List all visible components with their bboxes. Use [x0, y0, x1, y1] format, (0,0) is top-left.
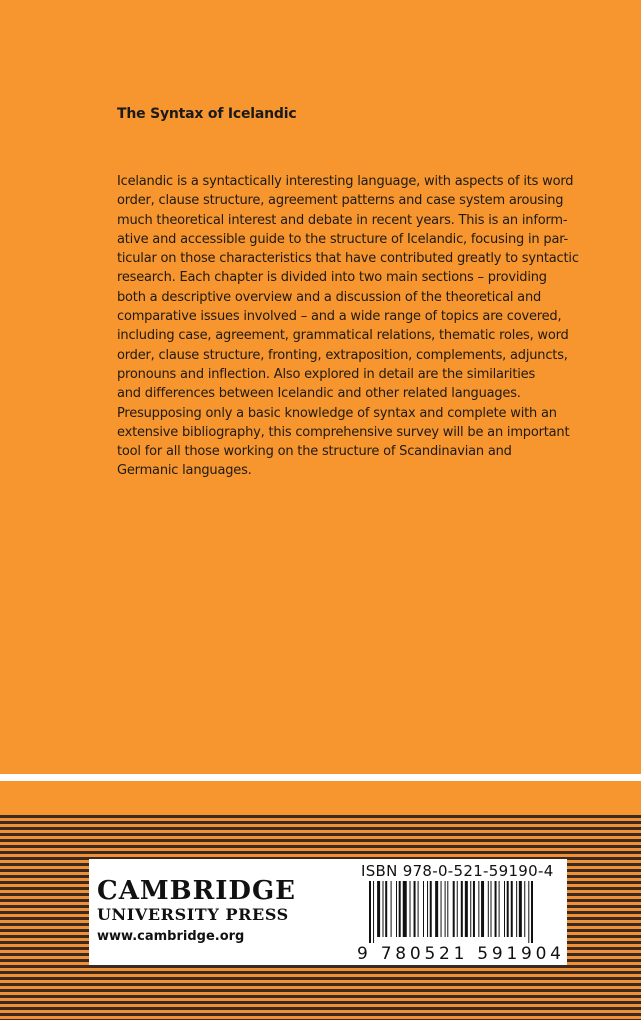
- barcode-bar: [495, 881, 497, 937]
- publisher-press: UNIVERSITY PRESS: [97, 905, 289, 924]
- publisher-logo: [97, 877, 296, 947]
- description-line: both a descriptive overview and a discussion of the theoretical and: [117, 289, 542, 305]
- description-line: pronouns and inflection. Also explored in detail are the similarities: [117, 366, 536, 382]
- barcode-bar: [470, 881, 471, 937]
- barcode-bar: [524, 881, 525, 937]
- barcode-bar: [435, 881, 438, 937]
- isbn-label: ISBN 978-0-521-59190-4: [361, 862, 554, 880]
- barcode-bar: [399, 881, 401, 937]
- barcode-bar: [391, 881, 392, 937]
- barcode-bar: [453, 881, 455, 937]
- publisher-name: CAMBRIDGE: [97, 876, 296, 906]
- barcode-bar: [383, 881, 384, 937]
- barcode-bar: [491, 881, 492, 937]
- barcode-bar: [441, 881, 442, 937]
- barcode-bar: [516, 881, 517, 937]
- description-line: Germanic languages.: [117, 463, 252, 479]
- barcode-bar: [373, 881, 374, 943]
- barcode-bar: [461, 881, 463, 937]
- barcode-bar: [519, 881, 522, 937]
- barcode-bar: [499, 881, 500, 937]
- barcode-bar: [488, 881, 489, 937]
- barcode-bar: [511, 881, 513, 937]
- barcode-bar: [396, 881, 397, 937]
- description-line: order, clause structure, agreement patterns and case system arousing: [117, 193, 564, 209]
- barcode: [355, 881, 563, 963]
- white-divider: [0, 774, 641, 781]
- barcode-bar: [507, 881, 509, 937]
- barcode-bar: [403, 881, 407, 937]
- barcode-bar: [369, 881, 371, 943]
- barcode-bar: [430, 881, 432, 937]
- barcode-bar: [423, 881, 424, 937]
- publisher-website: www.cambridge.org: [97, 929, 245, 944]
- barcode-bars: [369, 881, 533, 943]
- barcode-bar: [481, 881, 484, 937]
- description-line: tool for all those working on the structure of Scandinavian and: [117, 444, 512, 460]
- barcode-bar: [504, 881, 505, 937]
- barcode-digits: 9 780521 591904: [357, 944, 561, 963]
- barcode-bar: [445, 881, 446, 937]
- barcode-bar: [465, 881, 468, 937]
- description-line: including case, agreement, grammatical relations, thematic roles, word: [117, 328, 569, 344]
- description-line: ative and accessible guide to the structure of Icelandic, focusing in par-: [117, 231, 569, 247]
- publisher-isbn-panel: [89, 859, 567, 965]
- barcode-bar: [447, 881, 448, 937]
- barcode-bar: [528, 881, 529, 943]
- description-line: Icelandic is a syntactically interesting language, with aspects of its word: [117, 174, 574, 189]
- barcode-bar: [478, 881, 479, 937]
- book-title: The Syntax of Icelandic: [117, 106, 297, 122]
- description-line: ticular on those characteristics that have contributed greatly to syntactic: [117, 251, 579, 267]
- barcode-bar: [418, 881, 419, 937]
- book-description: [117, 172, 579, 481]
- barcode-bar: [377, 881, 380, 937]
- barcode-bar: [427, 881, 428, 937]
- barcode-bar: [410, 881, 411, 937]
- description-line: extensive bibliography, this comprehensive survey will be an important: [117, 424, 570, 440]
- barcode-bar: [457, 881, 458, 937]
- description-line: and differences between Icelandic and other related languages.: [117, 386, 521, 402]
- barcode-bar: [414, 881, 416, 937]
- description-line: research. Each chapter is divided into two main sections – providing: [117, 270, 547, 286]
- description-line: Presupposing only a basic knowledge of syntax and complete with an: [117, 405, 557, 421]
- barcode-bar: [385, 881, 387, 937]
- description-line: comparative issues involved – and a wide range of topics are covered,: [117, 309, 562, 325]
- barcode-bar: [473, 881, 475, 937]
- description-line: order, clause structure, fronting, extraposition, complements, adjuncts,: [117, 347, 568, 363]
- description-line: much theoretical interest and debate in recent years. This is an inform-: [117, 212, 568, 228]
- barcode-bar: [531, 881, 533, 943]
